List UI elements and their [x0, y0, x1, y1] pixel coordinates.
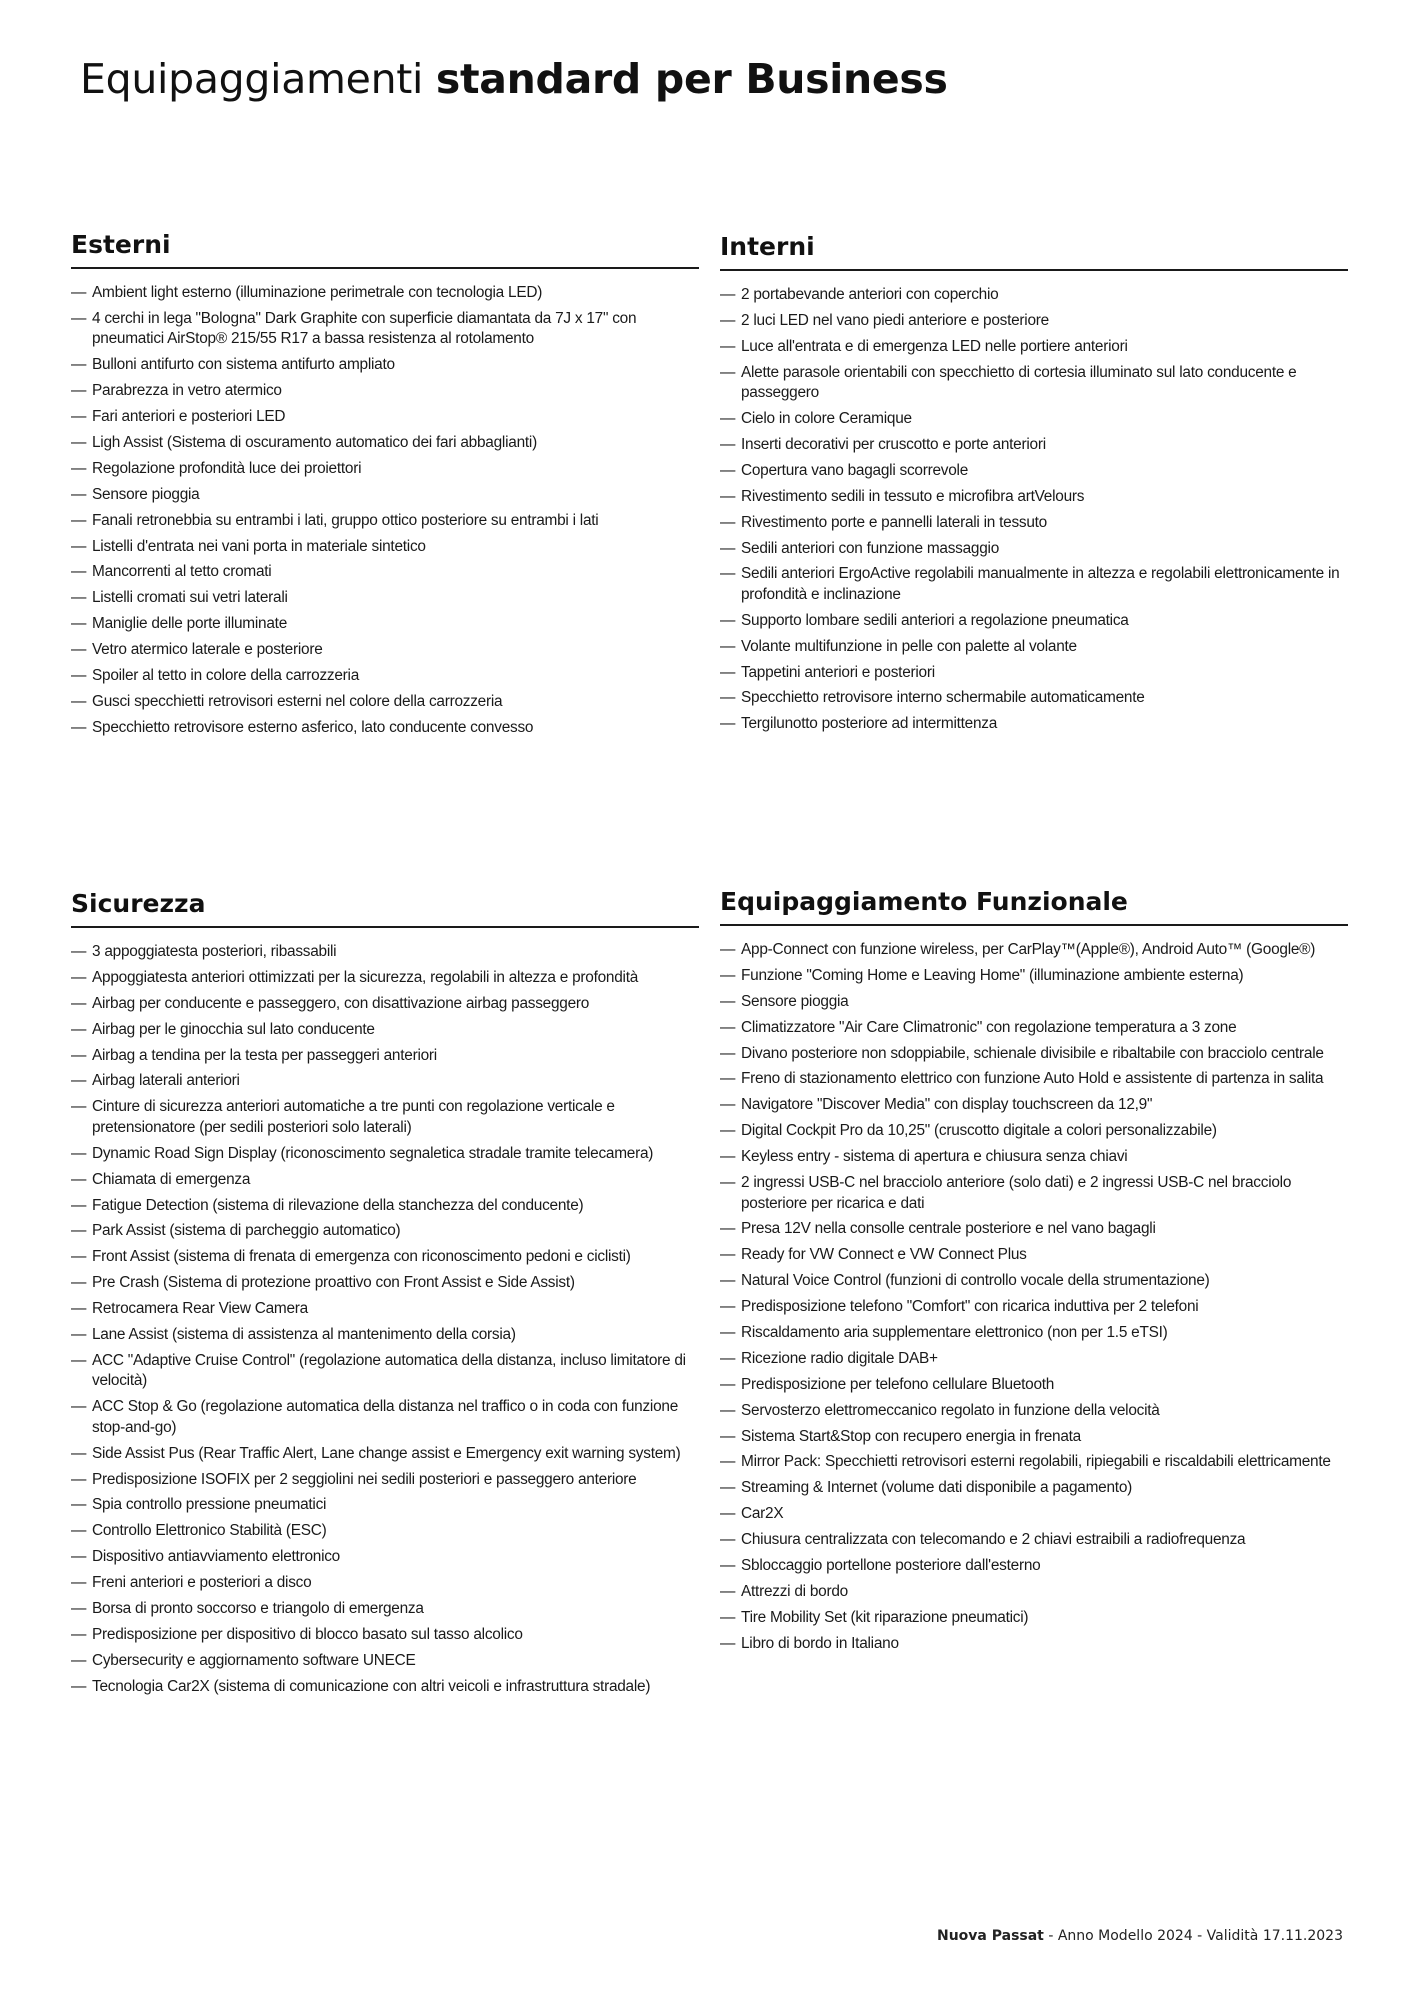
list-item: — Airbag laterali anteriori: [71, 1071, 699, 1092]
list-item: — Tecnologia Car2X (sistema di comunicazione con altri veicoli e infrastruttura stradale): [71, 1677, 699, 1698]
list-item: — Maniglie delle porte illuminate: [71, 614, 699, 635]
list-item: — Parabrezza in vetro atermico: [71, 381, 699, 402]
list-item: — Dynamic Road Sign Display (riconoscimento segnaletica stradale tramite telecamera): [71, 1144, 699, 1165]
list-item: — Freni anteriori e posteriori a disco: [71, 1573, 699, 1594]
list-item: — Digital Cockpit Pro da 10,25" (cruscotto digitale a colori personalizzabile): [720, 1121, 1348, 1142]
list-item: — Front Assist (sistema di frenata di emergenza con riconoscimento pedoni e ciclisti): [71, 1247, 699, 1268]
section-esterni: [71, 229, 699, 744]
list-item: — Inserti decorativi per cruscotto e porte anteriori: [720, 435, 1348, 456]
list-item: — Freno di stazionamento elettrico con funzione Auto Hold e assistente di partenza in salita: [720, 1069, 1348, 1090]
section-title-funzionale: Equipaggiamento Funzionale: [720, 886, 1348, 926]
list-item: — Park Assist (sistema di parcheggio automatico): [71, 1221, 699, 1242]
footer-model: Nuova Passat: [936, 1928, 1044, 1944]
list-item: — Navigatore "Discover Media" con display touchscreen da 12,9": [720, 1095, 1348, 1116]
section-funzionale: [720, 886, 1348, 1660]
page-title-light: Equipaggiamenti: [80, 55, 436, 103]
list-item: — Divano posteriore non sdoppiabile, schienale divisibile e ribaltabile con bracciolo centrale: [720, 1044, 1348, 1065]
list-item: — Keyless entry - sistema di apertura e chiusura senza chiavi: [720, 1147, 1348, 1168]
list-item: — Sistema Start&Stop con recupero energia in frenata: [720, 1427, 1348, 1448]
list-item: — Fanali retronebbia su entrambi i lati, gruppo ottico posteriore su entrambi i lati: [71, 511, 699, 532]
list-item: — 2 portabevande anteriori con coperchio: [720, 285, 1348, 306]
list-item: — Ready for VW Connect e VW Connect Plus: [720, 1245, 1348, 1266]
list-item: — Copertura vano bagagli scorrevole: [720, 461, 1348, 482]
list-item: — Sedili anteriori ErgoActive regolabili manualmente in altezza e regolabili elettronicamente in profondità e inclinazione: [720, 564, 1348, 605]
list-item: — Regolazione profondità luce dei proiettori: [71, 459, 699, 480]
list-item: — Side Assist Pus (Rear Traffic Alert, Lane change assist e Emergency exit warning system): [71, 1444, 699, 1465]
list-item: — Servosterzo elettromeccanico regolato in funzione della velocità: [720, 1401, 1348, 1422]
list-item: — Alette parasole orientabili con specchietto di cortesia illuminato sul lato conducente e passeggero: [720, 363, 1348, 404]
list-item: — Riscaldamento aria supplementare elettronico (non per 1.5 eTSI): [720, 1323, 1348, 1344]
list-item: — Retrocamera Rear View Camera: [71, 1299, 699, 1320]
list-item: — Airbag per conducente e passeggero, con disattivazione airbag passeggero: [71, 994, 699, 1015]
list-item: — Spia controllo pressione pneumatici: [71, 1495, 699, 1516]
list-item: — Cybersecurity e aggiornamento software UNECE: [71, 1651, 699, 1672]
list-item: — Tergilunotto posteriore ad intermittenza: [720, 714, 1348, 735]
list-item: — Specchietto retrovisore interno schermabile automaticamente: [720, 688, 1348, 709]
section-title-esterni: Esterni: [71, 229, 699, 269]
list-item: — Mirror Pack: Specchietti retrovisori esterni regolabili, ripiegabili e riscaldabili elettricamente: [720, 1452, 1348, 1473]
list-item: — 4 cerchi in lega "Bologna" Dark Graphite con superficie diamantata da 7J x 17" con pneumatici AirStop® 215/55 R17 a bassa resistenza al rotolamento: [71, 309, 699, 350]
equipment-list-interni: [720, 285, 1348, 735]
list-item: — Airbag per le ginocchia sul lato conducente: [71, 1020, 699, 1041]
list-item: — Funzione "Coming Home e Leaving Home" (illuminazione ambiente esterna): [720, 966, 1348, 987]
list-item: — Predisposizione per telefono cellulare Bluetooth: [720, 1375, 1348, 1396]
list-item: — Listelli cromati sui vetri laterali: [71, 588, 699, 609]
list-item: — Appoggiatesta anteriori ottimizzati per la sicurezza, regolabili in altezza e profondità: [71, 968, 699, 989]
list-item: — Cielo in colore Ceramique: [720, 409, 1348, 430]
list-item: — Presa 12V nella consolle centrale posteriore e nel vano bagagli: [720, 1219, 1348, 1240]
list-item: — Spoiler al tetto in colore della carrozzeria: [71, 666, 699, 687]
list-item: — Fari anteriori e posteriori LED: [71, 407, 699, 428]
list-item: — ACC "Adaptive Cruise Control" (regolazione automatica della distanza, incluso limitatore di velocità): [71, 1351, 699, 1392]
list-item: — 2 ingressi USB-C nel bracciolo anteriore (solo dati) e 2 ingressi USB-C nel bracciolo posteriore per ricarica e dati: [720, 1173, 1348, 1214]
list-item: — Climatizzatore "Air Care Climatronic" con regolazione temperatura a 3 zone: [720, 1018, 1348, 1039]
list-item: — Chiamata di emergenza: [71, 1170, 699, 1191]
list-item: — Chiusura centralizzata con telecomando e 2 chiavi estraibili a radiofrequenza: [720, 1530, 1348, 1551]
list-item: — Lane Assist (sistema di assistenza al mantenimento della corsia): [71, 1325, 699, 1346]
equipment-list-funzionale: [720, 940, 1348, 1654]
list-item: — Bulloni antifurto con sistema antifurto ampliato: [71, 355, 699, 376]
list-item: — Mancorrenti al tetto cromati: [71, 562, 699, 583]
list-item: — Predisposizione per dispositivo di blocco basato sul tasso alcolico: [71, 1625, 699, 1646]
list-item: — Sedili anteriori con funzione massaggio: [720, 539, 1348, 560]
section-title-sicurezza: Sicurezza: [71, 888, 699, 928]
list-item: — 3 appoggiatesta posteriori, ribassabili: [71, 942, 699, 963]
list-item: — Luce all'entrata e di emergenza LED nelle portiere anteriori: [720, 337, 1348, 358]
list-item: — Pre Crash (Sistema di protezione proattivo con Front Assist e Side Assist): [71, 1273, 699, 1294]
list-item: — App-Connect con funzione wireless, per CarPlay™(Apple®), Android Auto™ (Google®): [720, 940, 1348, 961]
list-item: — Fatigue Detection (sistema di rilevazione della stanchezza del conducente): [71, 1196, 699, 1217]
list-item: — Predisposizione telefono "Comfort" con ricarica induttiva per 2 telefoni: [720, 1297, 1348, 1318]
list-item: — Volante multifunzione in pelle con palette al volante: [720, 637, 1348, 658]
page-title-bold: standard per Business: [435, 55, 948, 103]
list-item: — Ligh Assist (Sistema di oscuramento automatico dei fari abbaglianti): [71, 433, 699, 454]
list-item: — Tire Mobility Set (kit riparazione pneumatici): [720, 1608, 1348, 1629]
list-item: — Natural Voice Control (funzioni di controllo vocale della strumentazione): [720, 1271, 1348, 1292]
equipment-list-sicurezza: [71, 942, 699, 1697]
page-footer: [937, 1927, 1343, 1945]
list-item: — Sensore pioggia: [720, 992, 1348, 1013]
list-item: — Libro di bordo in Italiano: [720, 1634, 1348, 1655]
list-item: — Supporto lombare sedili anteriori a regolazione pneumatica: [720, 611, 1348, 632]
list-item: — Streaming & Internet (volume dati disponibile a pagamento): [720, 1478, 1348, 1499]
list-item: — Attrezzi di bordo: [720, 1582, 1348, 1603]
section-sicurezza: [71, 888, 699, 1703]
list-item: — Borsa di pronto soccorso e triangolo di emergenza: [71, 1599, 699, 1620]
list-item: — Gusci specchietti retrovisori esterni nel colore della carrozzeria: [71, 692, 699, 713]
equipment-list-esterni: [71, 283, 699, 738]
list-item: — Sensore pioggia: [71, 485, 699, 506]
footer-details: - Anno Modello 2024 - Validità 17.11.2023: [1043, 1928, 1343, 1944]
list-item: — Ricezione radio digitale DAB+: [720, 1349, 1348, 1370]
list-item: — Ambient light esterno (illuminazione perimetrale con tecnologia LED): [71, 283, 699, 304]
page-title: [80, 54, 948, 104]
list-item: — Cinture di sicurezza anteriori automatiche a tre punti con regolazione verticale e pretensionatore (per sedili posteriori solo laterali): [71, 1097, 699, 1138]
list-item: — Rivestimento porte e pannelli laterali in tessuto: [720, 513, 1348, 534]
list-item: — ACC Stop & Go (regolazione automatica della distanza nel traffico o in coda con funzione stop-and-go): [71, 1397, 699, 1438]
section-title-interni: Interni: [720, 231, 1348, 271]
list-item: — Airbag a tendina per la testa per passeggeri anteriori: [71, 1046, 699, 1067]
list-item: — Car2X: [720, 1504, 1348, 1525]
list-item: — Specchietto retrovisore esterno asferico, lato conducente convesso: [71, 718, 699, 739]
list-item: — 2 luci LED nel vano piedi anteriore e posteriore: [720, 311, 1348, 332]
list-item: — Listelli d'entrata nei vani porta in materiale sintetico: [71, 537, 699, 558]
list-item: — Tappetini anteriori e posteriori: [720, 663, 1348, 684]
list-item: — Predisposizione ISOFIX per 2 seggiolini nei sedili posteriori e passeggero anteriore: [71, 1470, 699, 1491]
list-item: — Rivestimento sedili in tessuto e microfibra artVelours: [720, 487, 1348, 508]
list-item: — Dispositivo antiavviamento elettronico: [71, 1547, 699, 1568]
list-item: — Vetro atermico laterale e posteriore: [71, 640, 699, 661]
list-item: — Controllo Elettronico Stabilità (ESC): [71, 1521, 699, 1542]
section-interni: [720, 231, 1348, 740]
list-item: — Sbloccaggio portellone posteriore dall'esterno: [720, 1556, 1348, 1577]
